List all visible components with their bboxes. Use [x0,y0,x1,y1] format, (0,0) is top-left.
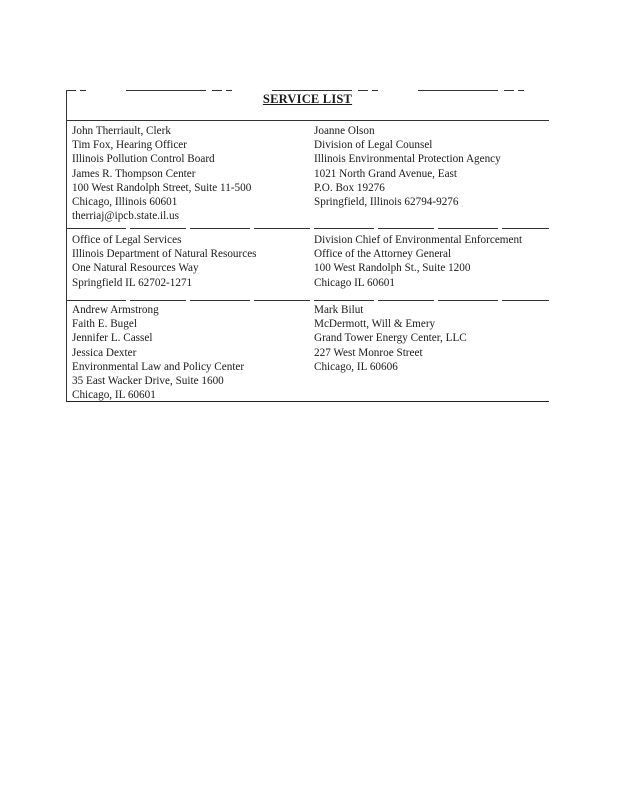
address-line: P.O. Box 19276 [314,181,385,194]
service-list-title: SERVICE LIST [262,92,353,106]
email-line: therriaj@ipcb.state.il.us [72,210,179,223]
address-line: Illinois Pollution Control Board [72,153,215,166]
address-line: 227 West Monroe Street [314,346,423,359]
address-line: 100 West Randolph St., Suite 1200 [314,262,471,275]
address-line: Jessica Dexter [72,346,137,359]
left-border [66,90,67,401]
address-line: Chicago, IL 60601 [72,389,156,402]
address-line: Office of the Attorney General [314,248,452,261]
section-3-left [72,303,308,402]
service-list-table [66,90,549,402]
address-line: John Therriault, Clerk [72,125,171,137]
header-divider [66,120,549,121]
address-line: McDermott, Will & Emery [314,318,436,331]
address-line: Grand Tower Energy Center, LLC [314,332,467,345]
address-line: Joanne Olson [314,125,375,137]
address-line: Illinois Environmental Protection Agency [314,153,501,166]
section-2-right [314,233,554,290]
address-line: 1021 North Grand Avenue, East [314,167,458,180]
section-2-left [72,233,308,290]
address-line: Environmental Law and Policy Center [72,360,245,373]
section-divider-1 [66,228,549,229]
address-line: Chicago, Illinois 60601 [72,195,178,208]
address-line: 100 West Randolph Street, Suite 11-500 [72,181,252,194]
address-line: Mark Bilut [314,304,364,316]
address-line: Jennifer L. Cassel [72,332,153,345]
section-divider-2 [66,300,549,301]
section-3-right [314,303,554,374]
address-line: 35 East Wacker Drive, Suite 1600 [72,374,224,387]
address-line: Division of Legal Counsel [314,139,433,152]
address-line: Office of Legal Services [72,234,182,246]
address-line: Tim Fox, Hearing Officer [72,139,187,152]
address-line: Chicago IL 60601 [314,276,395,289]
address-line: One Natural Resources Way [72,262,199,275]
address-line: Faith E. Bugel [72,318,137,331]
address-line: Springfield, Illinois 62794-9276 [314,195,459,208]
address-line: James R. Thompson Center [72,167,196,180]
address-line: Springfield IL 62702-1271 [72,276,193,289]
section-1-right [314,124,554,209]
top-border [66,90,549,91]
address-line: Chicago, IL 60606 [314,360,398,373]
section-1-left [72,124,308,223]
address-line: Division Chief of Environmental Enforcement [314,234,523,246]
address-line: Andrew Armstrong [72,304,159,316]
address-line: Illinois Department of Natural Resources [72,248,257,261]
